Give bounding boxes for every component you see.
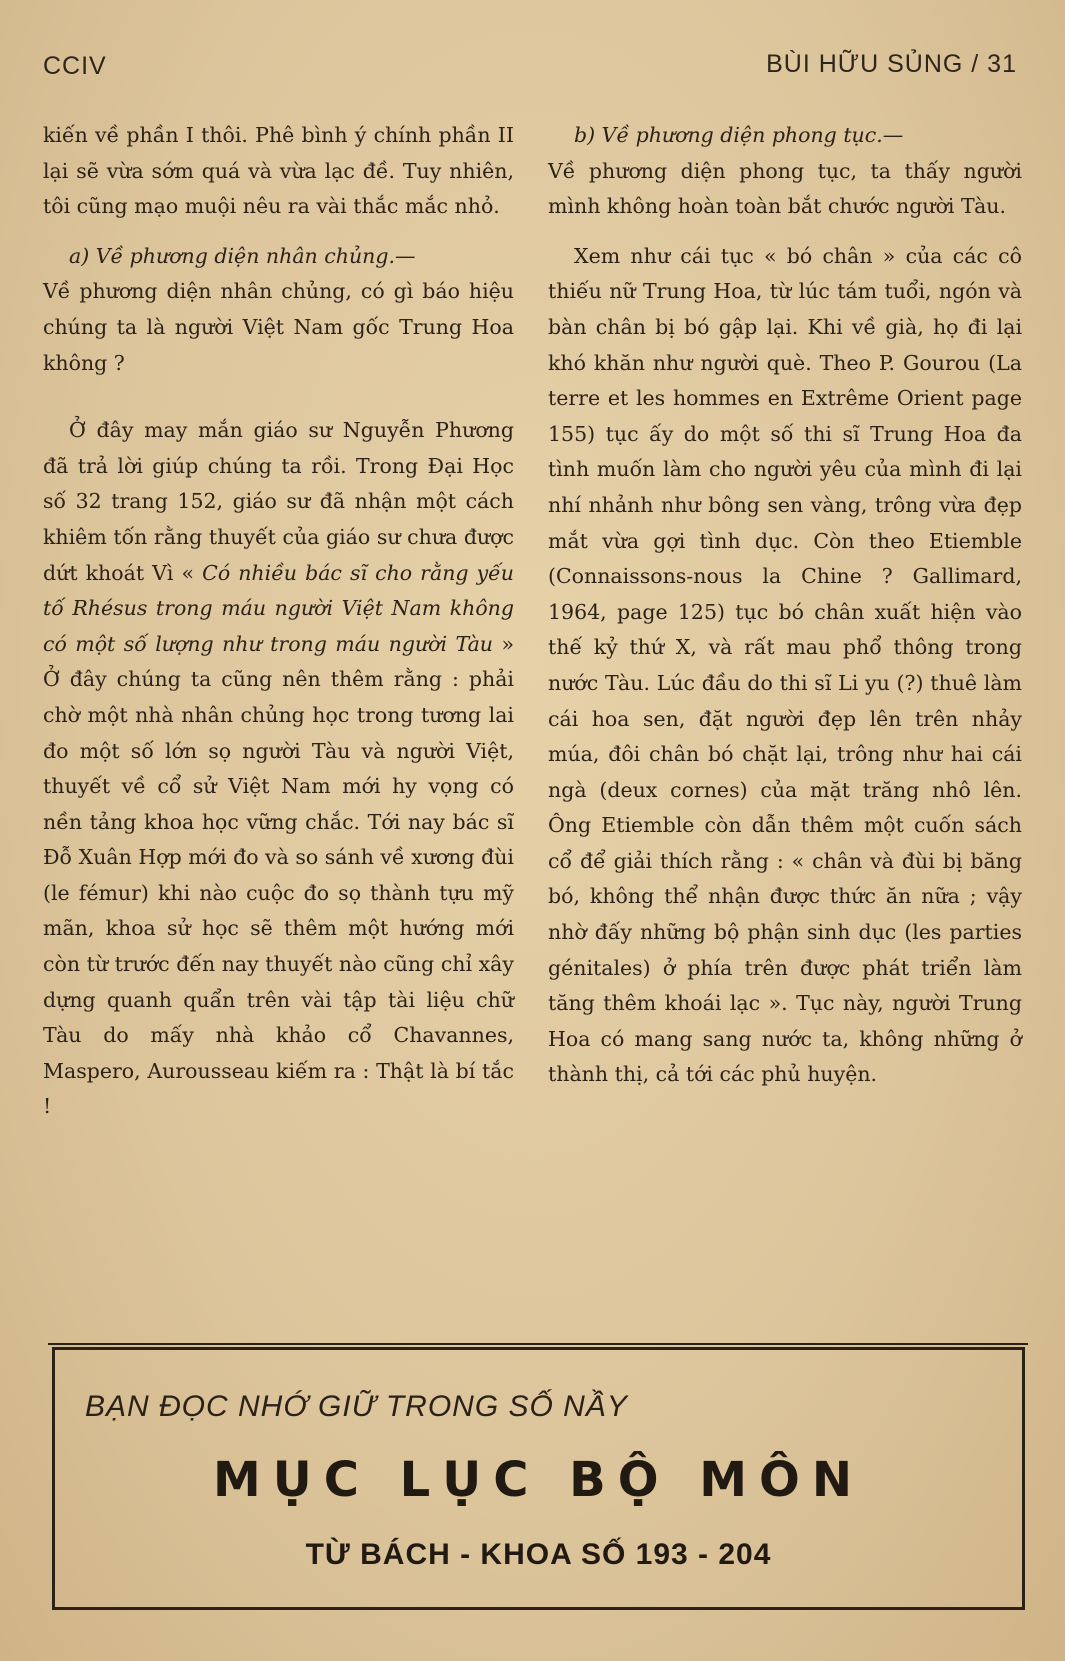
author-and-page-number: BÙI HỮU SỦNG / 31 (766, 50, 1017, 78)
paragraph-foot-binding: Xem như cái tục « bó chân » của các cô thiếu nữ Trung Hoa, từ lúc tám tuổi, ngón và bàn chân bị bó gập lại. Khi về già, họ đi lại khó khăn như người què. Theo P. Gourou (La terre et les hommes en Extrême Orient page 155) tục ấy do một số thi sĩ Trung Hoa đa tình muốn làm cho người yêu của mình đi lại nhí nhảnh như bông sen vàng, trông vừa đẹp mắt vừa gợi tình dục. Còn theo Etiemble (Connaissons-nous la Chine ? Gallimard, 1964, page 125) tục bó chân xuất hiện vào thế kỷ thứ X, và rất mau phổ thông trong nước Tàu. Lúc đầu do thi sĩ Li yu (?) thuê làm cái hoa sen, đặt người đẹp lên trên nhảy múa, đôi chân bó chặt lại, trông như hai cái ngà (deux cornes) của mặt trăng nhô lên. Ông Etiemble còn dẫn thêm một cuốn sách cổ để giải thích rằng : « chân và đùi bị băng bó, không thể nhận được thức ăn nữa ; vậy nhờ đấy những bộ phận sinh dục (les parties génitales) ở phía trên được phát triển làm tăng thêm khoái lạc ». Tục này, người Trung Hoa có mang sang nước ta, không những ở thành thị, cả tới các phủ huyện. (548, 243, 1022, 1087)
notice-line-reminder: BẠN ĐỌC NHỚ GIỮ TRONG SỐ NẦY (85, 1390, 628, 1423)
right-column (548, 118, 1022, 1093)
page-section-code: CCIV (43, 52, 107, 80)
paragraph-nguyen-phuong-end: » Ở đây chúng ta cũng nên thêm rằng : phải chờ một nhà nhân chủng học trong tương lai đo một số lớn sọ người Tàu và người Việt, thuyết về cổ sử Việt Nam mới hy vọng có nền tảng khoa học vững chắc. Tới nay bác sĩ Đỗ Xuân Hợp mới đo và so sánh về xương đùi (le fémur) khi nào cuộc đo sọ thành tựu mỹ mãn, khoa sử học sẽ thêm một hướng mới còn từ trước đến nay thuyết nào cũng chỉ xây dựng quanh quẩn trên vài tập tài liệu chữ Tàu do mấy nhà khảo cổ Chavannes, Maspero, Aurousseau kiếm ra : Thật là bí tắc ! (43, 631, 514, 1119)
quote-rhesus: Có nhiều bác sĩ cho rằng yếu tố Rhésus trong máu người Việt Nam không có một số lượng như trong máu người Tàu (43, 560, 514, 656)
paragraph-anthropology-question: Về phương diện nhân chủng, có gì báo hiệu chúng ta là người Việt Nam gốc Trung Hoa không ? (43, 279, 514, 375)
left-column (43, 118, 514, 1125)
notice-box (52, 1347, 1025, 1610)
paragraph-nguyen-phuong (43, 413, 514, 1125)
section-heading-customs: b) Về phương diện phong tục.— (574, 123, 904, 147)
paragraph-nguyen-phuong-start: Ở đây may mắn giáo sư Nguyễn Phương đã trả lời giúp chúng ta rồi. Trong Đại Học số 32 trang 152, giáo sư đã nhận một cách khiêm tốn rằng thuyết của giáo sư chưa được dứt khoát Vì « (43, 418, 514, 585)
notice-line-issues: TỪ BÁCH - KHOA SỐ 193 - 204 (305, 1538, 772, 1571)
section-heading-anthropology: a) Về phương diện nhân chủng.— (69, 243, 416, 268)
box-top-rule (48, 1343, 1028, 1345)
notice-line-title: MỤC LỤC BỘ MÔN (212, 1452, 865, 1508)
paragraph-customs-intro: Về phương diện phong tục, ta thấy người mình không hoàn toàn bắt chước người Tàu. (548, 158, 1022, 219)
paragraph-intro: kiến về phần I thôi. Phê bình ý chính phần II lại sẽ vừa sớm quá và vừa lạc đề. Tuy nhiên, tôi cũng mạo muội nêu ra vài thắc mắc nhỏ. (43, 123, 514, 219)
